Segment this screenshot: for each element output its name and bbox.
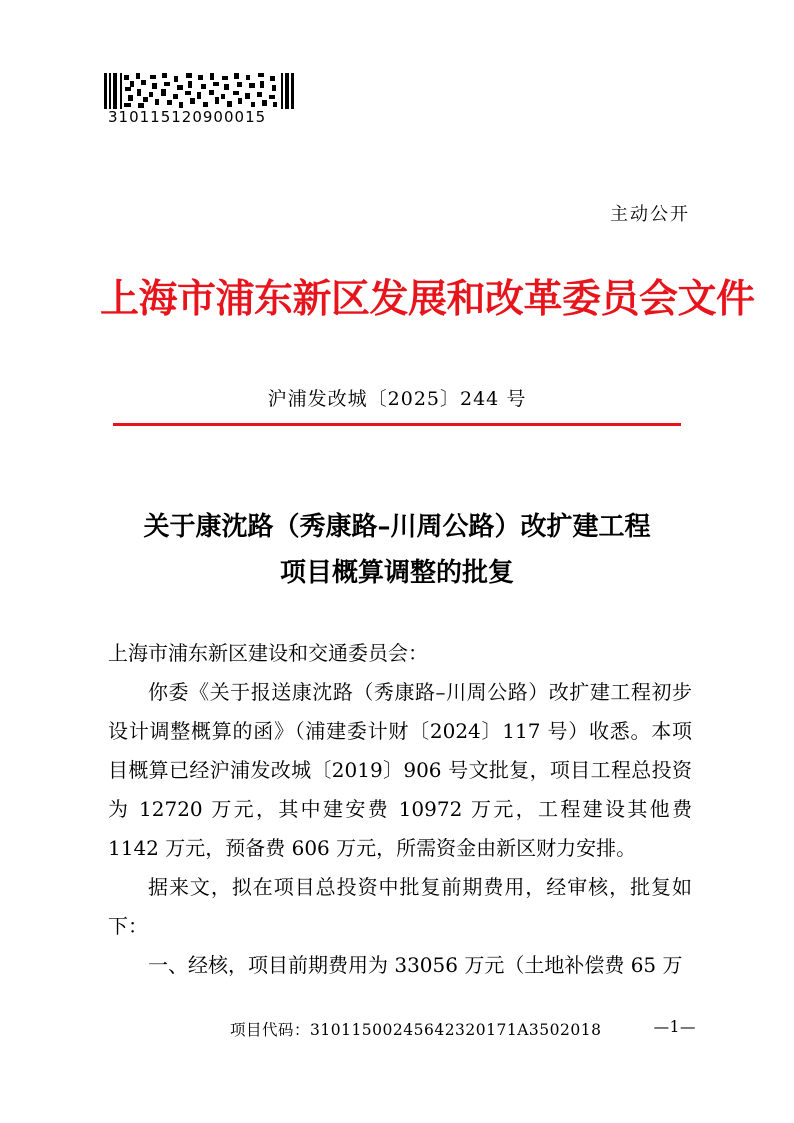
red-divider	[113, 423, 681, 426]
paragraph-3: 一、经核，项目前期费用为 33056 万元（土地补偿费 65 万	[148, 953, 683, 977]
disclosure-label: 主动公开	[610, 204, 690, 225]
subject-line-1: 关于康沈路（秀康路–川周公路）改扩建工程	[143, 512, 651, 542]
subject-line-2: 项目概算调整的批复	[279, 558, 514, 588]
barcode-number: 310115120900015	[108, 108, 267, 126]
page-number: —1—	[653, 1018, 696, 1036]
document-title: 上海市浦东新区发展和改革委员会文件	[100, 276, 755, 322]
subject-heading	[90, 504, 704, 596]
project-code: 项目代码：31011500245642320171A3502018	[230, 1021, 602, 1039]
document-body	[108, 634, 692, 985]
paragraph-1: 你委《关于报送康沈路（秀康路–川周公路）改扩建工程初步设计调整概算的函》（浦建委计财〔2024〕117 号）收悉。本项目概算已经沪浦发改城〔2019〕906 号文批复，项目工程总投资为 12720 万元，其中建安费 10972 万元，工程建设其他费 1142 万元，预备费 606 万元，所需资金由新区财力安排。	[108, 680, 692, 860]
page-footer	[230, 1018, 696, 1040]
barcode	[104, 73, 294, 109]
paragraph-2: 据来文，拟在项目总投资中批复前期费用，经审核，批复如下：	[108, 875, 692, 938]
salutation: 上海市浦东新区建设和交通委员会：	[108, 641, 428, 665]
document-number: 沪浦发改城〔2025〕244 号	[267, 388, 527, 410]
